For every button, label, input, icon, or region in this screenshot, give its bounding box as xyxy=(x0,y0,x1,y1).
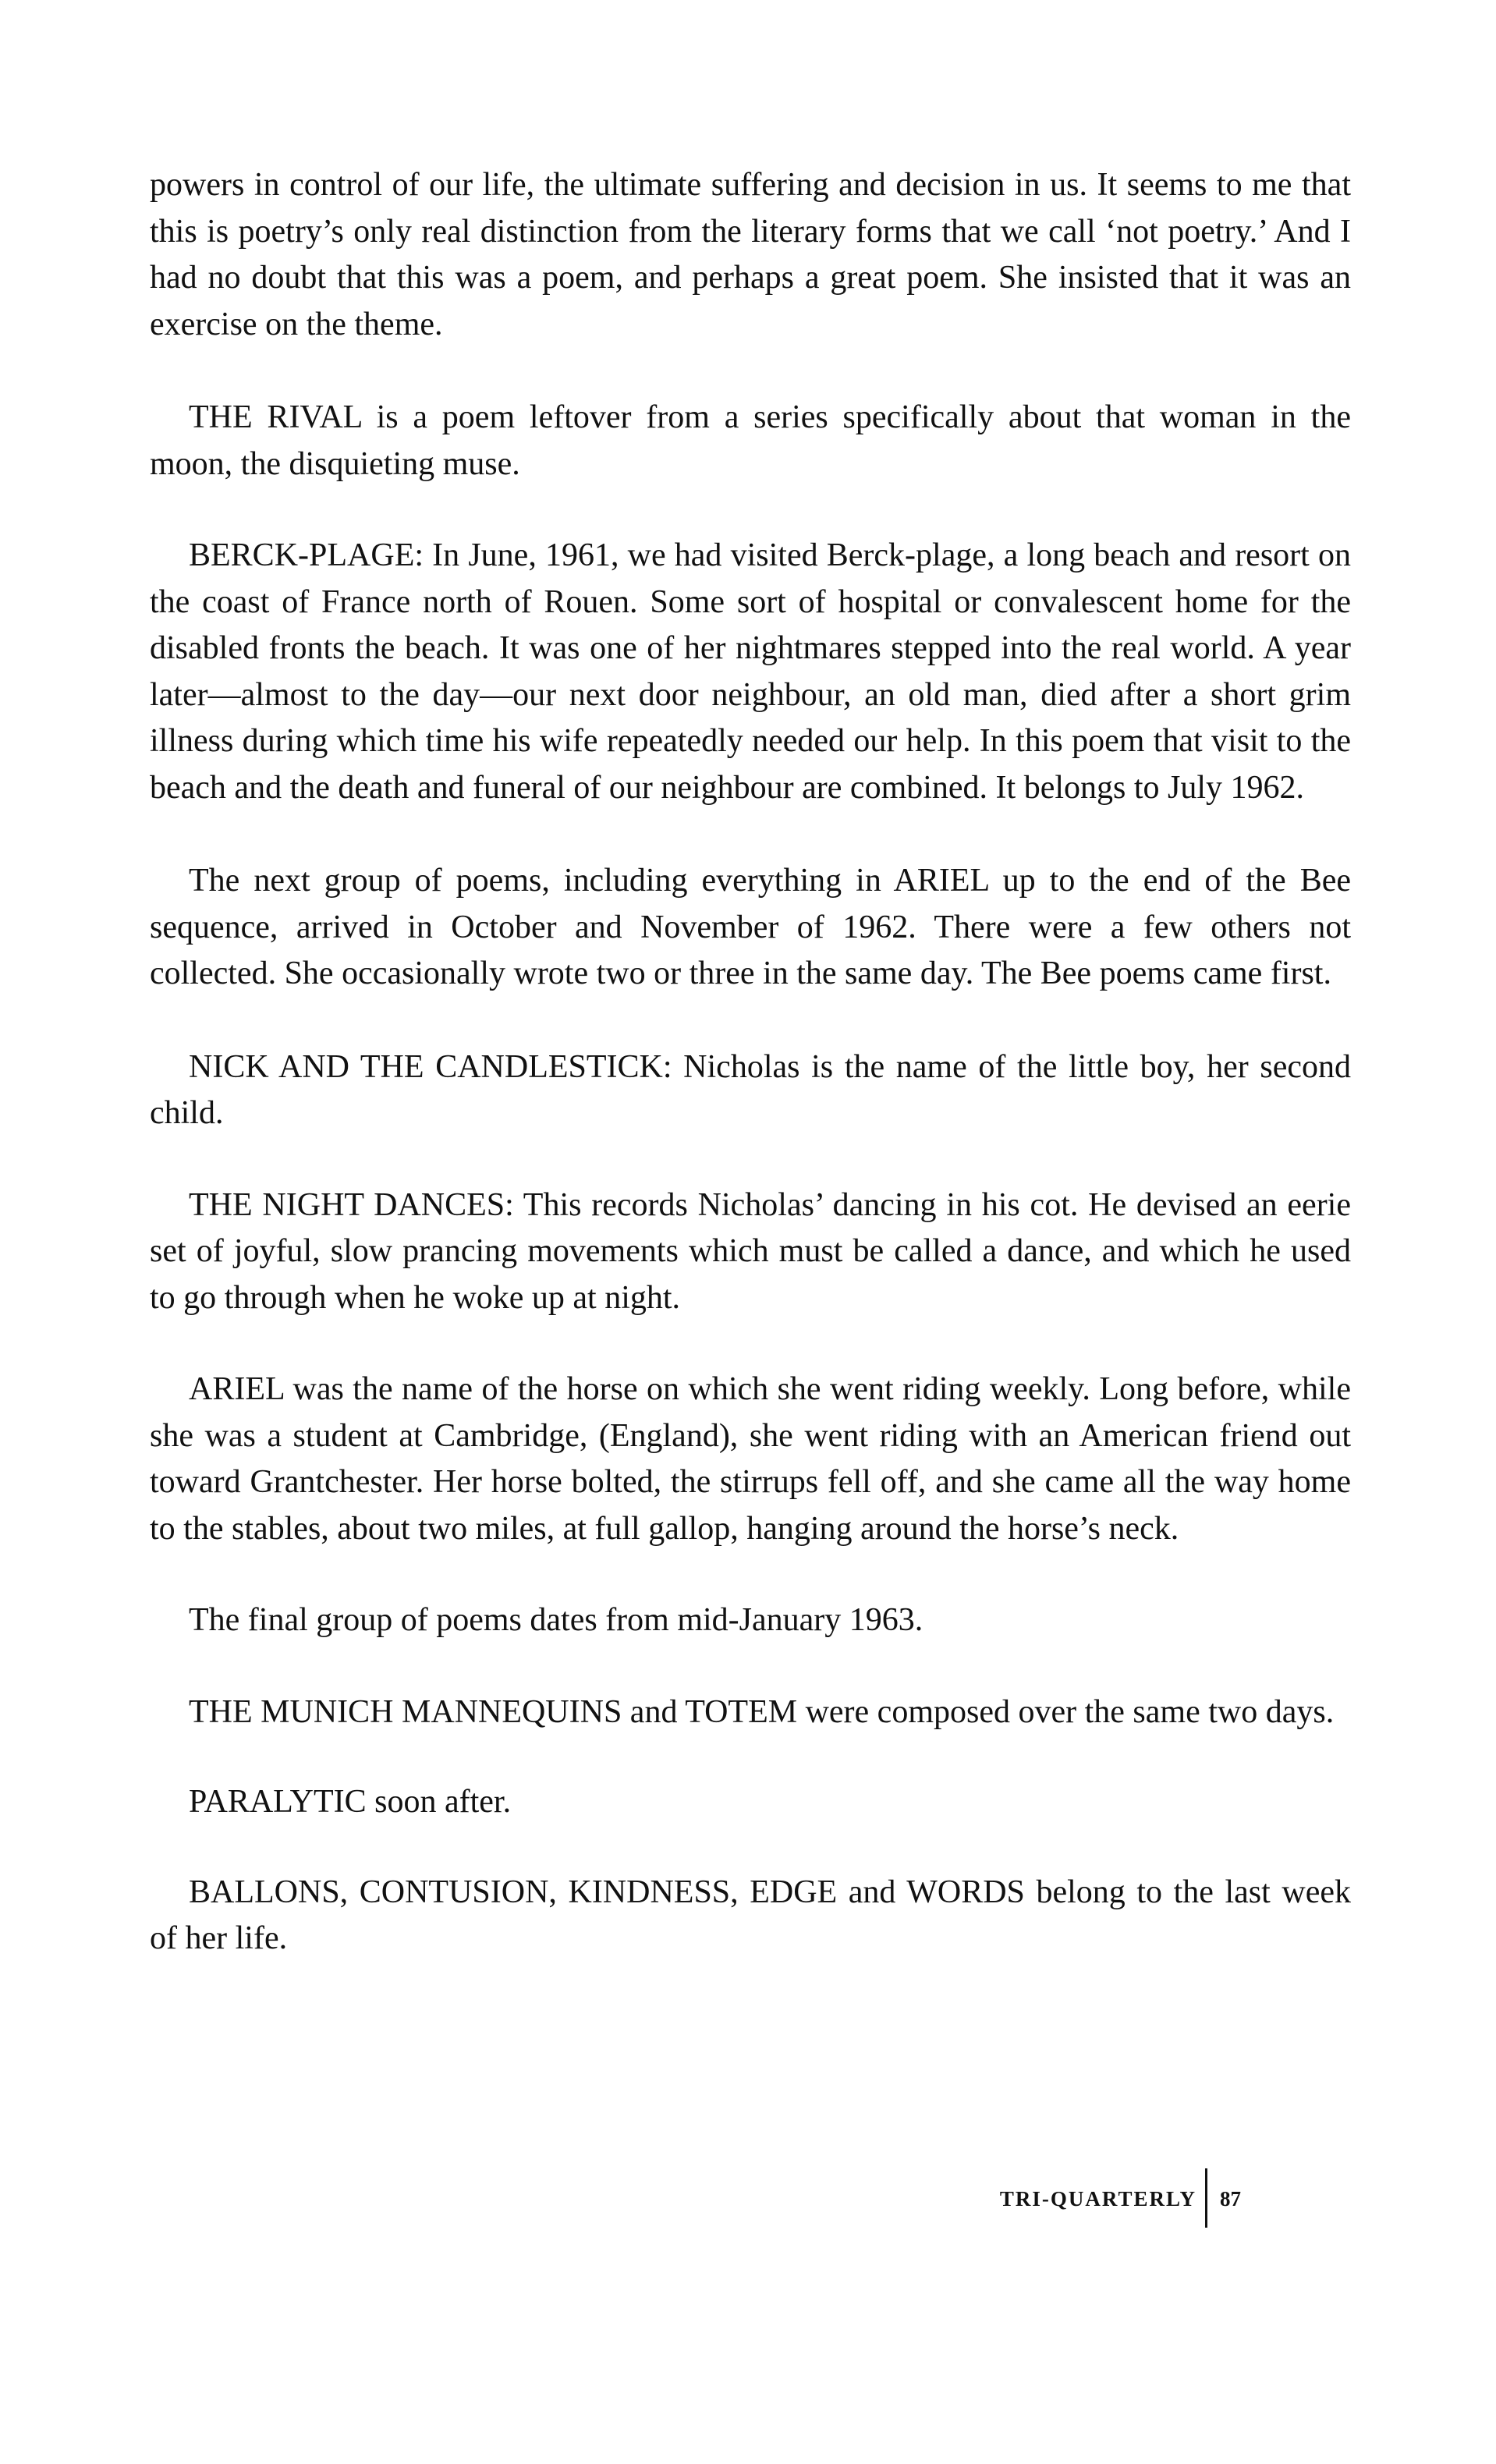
paragraph-the-night-dances: THE NIGHT DANCES: This records Nicholas’ dancing in his cot. He devised an eerie set of joyful, slow prancing movements which must be called a dance, and which he used to go through when he woke up at night. xyxy=(150,1186,1351,1316)
paragraph-last-week: BALLONS, CONTUSION, KINDNESS, EDGE and WORDS belong to the last week of her life. xyxy=(150,1874,1351,1956)
paragraph-berck-plage: BERCK-PLAGE: In June, 1961, we had visited Berck-plage, a long beach and resort on the coast of France north of Rouen. Some sort of hospital or convalescent home for the disabled fronts the beach. It was one of her nightmares stepped into the real world. A year later—almost to the day—our next door neighbour, an old man, died after a short grim illness during which time his wife repeatedly needed our help. In this poem that visit to the beach and the death and funeral of our neighbour are combined. It belongs to July 1962. xyxy=(150,537,1351,806)
paragraph-poetry-distinction: powers in control of our life, the ultimate suffering and decision in us. It seems to me that this is poetry’s only real distinction from the literary forms that we call ‘not poetry.’ And I had no doubt that this was a poem, and perhaps a great poem. She insisted that it was an exercise on the theme. xyxy=(150,167,1351,342)
journal-name: TRI-QUARTERLY xyxy=(999,2187,1196,2211)
paragraph-the-rival: THE RIVAL is a poem leftover from a series specifically about that woman in the moon, the disquieting muse. xyxy=(150,399,1351,482)
body-text xyxy=(150,162,1351,1962)
page-footer xyxy=(998,2168,1310,2228)
paragraph-final-group: The final group of poems dates from mid-January 1963. xyxy=(189,1602,923,1638)
paragraph-ariel: ARIEL was the name of the horse on which she went riding weekly. Long before, while she was a student at Cambridge, (England), she went riding with an American friend out toward Grantchester. Her horse bolted, the stirrups fell off, and she came all the way home to the stables, about two miles, at full gallop, hanging around the horse’s neck. xyxy=(150,1371,1351,1547)
paragraph-munich-mannequins: THE MUNICH MANNEQUINS and TOTEM were composed over the same two days. xyxy=(189,1693,1335,1730)
paragraph-next-group: The next group of poems, including everything in ARIEL up to the end of the Bee sequence, arrived in October and November of 1962. There were a few others not collected. She occasionally wrote two or three in the same day. The Bee poems came first. xyxy=(150,863,1351,991)
paragraph-nick-and-the-candlestick: NICK AND THE CANDLESTICK: Nicholas is the name of the little boy, her second child. xyxy=(150,1048,1351,1131)
page-number: 87 xyxy=(1220,2187,1241,2211)
paragraph-paralytic: PARALYTIC soon after. xyxy=(189,1784,512,1820)
footer-divider xyxy=(1205,2168,1207,2228)
